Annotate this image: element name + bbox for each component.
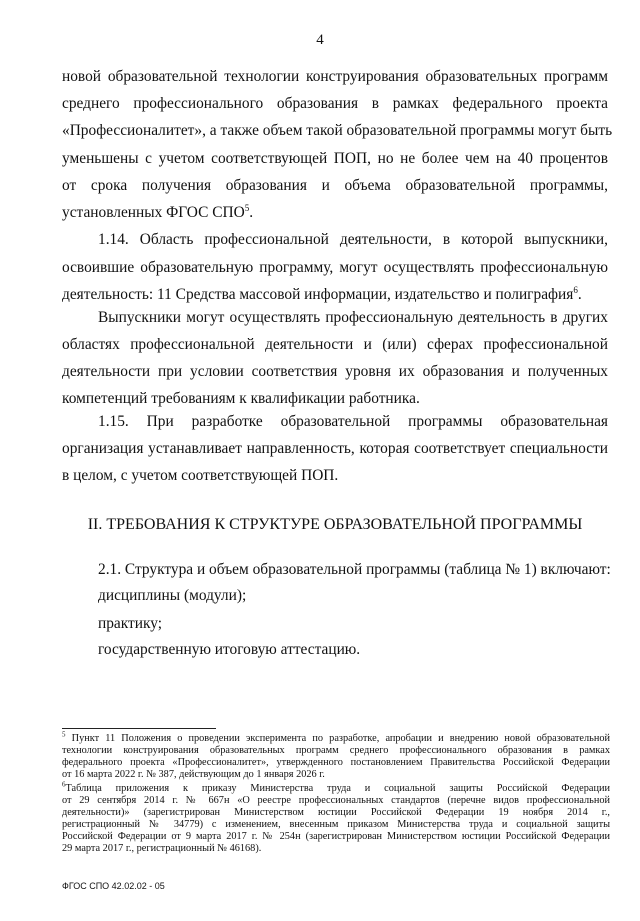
- footnote-line: федерального проекта «Профессионалитет», утвержденного постановлением Правительства Российской Федерации: [62, 757, 610, 768]
- body-line: от срока получения образования и объема образовательной программы,: [62, 177, 608, 194]
- body-line-text: установленных ФГОС СПО: [62, 204, 245, 221]
- period: .: [577, 286, 582, 303]
- footnote-line: деятельности)» (зарегистрирован Министерством юстиции Российской Федерации 19 ноября 2014 г.,: [62, 807, 610, 818]
- structure-item: дисциплины (модули);: [98, 587, 247, 604]
- body-line-text: Выпускники могут осуществлять профессиональную деятельность в других: [98, 309, 608, 326]
- footnote-line: 29 марта 2017 г., регистрационный № 46168).: [62, 843, 262, 854]
- footnote-line: технологии конструирования образовательных программ среднего профессионального образования в рамках: [62, 745, 610, 756]
- structure-intro: 2.1. Структура и объем образовательной программы (таблица № 1) включают:: [98, 561, 611, 578]
- body-line: организация устанавливает направленность, которая соответствует специальности: [62, 440, 608, 457]
- footnote-text: Таблица приложения к приказу Министерства труда и социальной защиты Российской Федерации: [65, 783, 610, 794]
- footnote-line: от 16 марта 2022 г. № 387, действующим до 1 января 2026 г.: [62, 769, 325, 780]
- body-line-with-footnote: [62, 199, 608, 226]
- body-line-text: 1.15. При разработке образовательной программы образовательная: [98, 413, 608, 430]
- body-line-indented: [62, 226, 608, 253]
- footnote-line: Российской Федерации от 9 марта 2017 г. № 254н (зарегистрирован Министерством юстиции Российской Федерации: [62, 831, 610, 842]
- document-code-footer: ФГОС СПО 42.02.02 - 05: [62, 881, 165, 891]
- body-line: деятельности при условии соответствия уровня их образования и полученных: [62, 363, 608, 380]
- footnote-line: [62, 780, 610, 795]
- body-line: в целом, с учетом соответствующей ПОП.: [62, 467, 339, 484]
- body-line-indented: [62, 304, 608, 331]
- body-line: областях профессиональной деятельности и (или) сферах профессиональной: [62, 336, 608, 353]
- page-number: 4: [316, 32, 324, 48]
- footnote-mark: 5: [62, 730, 66, 739]
- footnote-text: Пункт 11 Положения о проведении эксперимента по разработке, апробации и внедрению новой образовательной: [71, 733, 611, 744]
- body-line-text: 1.14. Область профессиональной деятельности, в которой выпускники,: [98, 231, 608, 248]
- period: .: [249, 204, 254, 221]
- structure-item: государственную итоговую аттестацию.: [98, 641, 361, 658]
- body-line: освоившие образовательную программу, могут осуществлять профессиональную: [62, 259, 608, 276]
- footnote-ref: 6: [573, 284, 578, 295]
- body-line-text: деятельность: 11 Средства массовой информации, издательство и полиграфия: [62, 286, 574, 303]
- body-line: «Профессионалитет», а также объем такой образовательной программы могут быть: [62, 122, 613, 139]
- body-line: компетенций требованиям к квалификации работника.: [62, 390, 420, 407]
- structure-item: практику;: [98, 615, 163, 632]
- footnote-line: от 29 сентября 2014 г. № 667н «О реестре профессиональных стандартов (перечне видов профессиональной: [62, 795, 610, 806]
- footnote-mark: 6: [62, 780, 66, 789]
- body-line: среднего профессионального образования в рамках федерального проекта: [62, 95, 608, 112]
- footnote-ref: 5: [244, 202, 250, 213]
- footnote-line: регистрационный № 34779) с изменением, внесенным приказом Министерства труда и социальной защиты: [62, 819, 610, 830]
- section-heading: II. ТРЕБОВАНИЯ К СТРУКТУРЕ ОБРАЗОВАТЕЛЬНОЙ ПРОГРАММЫ: [87, 516, 583, 533]
- body-line-indented: [62, 408, 608, 435]
- body-line: новой образовательной технологии конструирования образовательных программ: [62, 68, 608, 85]
- footnote-divider: [62, 728, 216, 729]
- body-line: уменьшены с учетом соответствующей ПОП, но не более чем на 40 процентов: [62, 150, 608, 167]
- footnote-line: [62, 730, 611, 745]
